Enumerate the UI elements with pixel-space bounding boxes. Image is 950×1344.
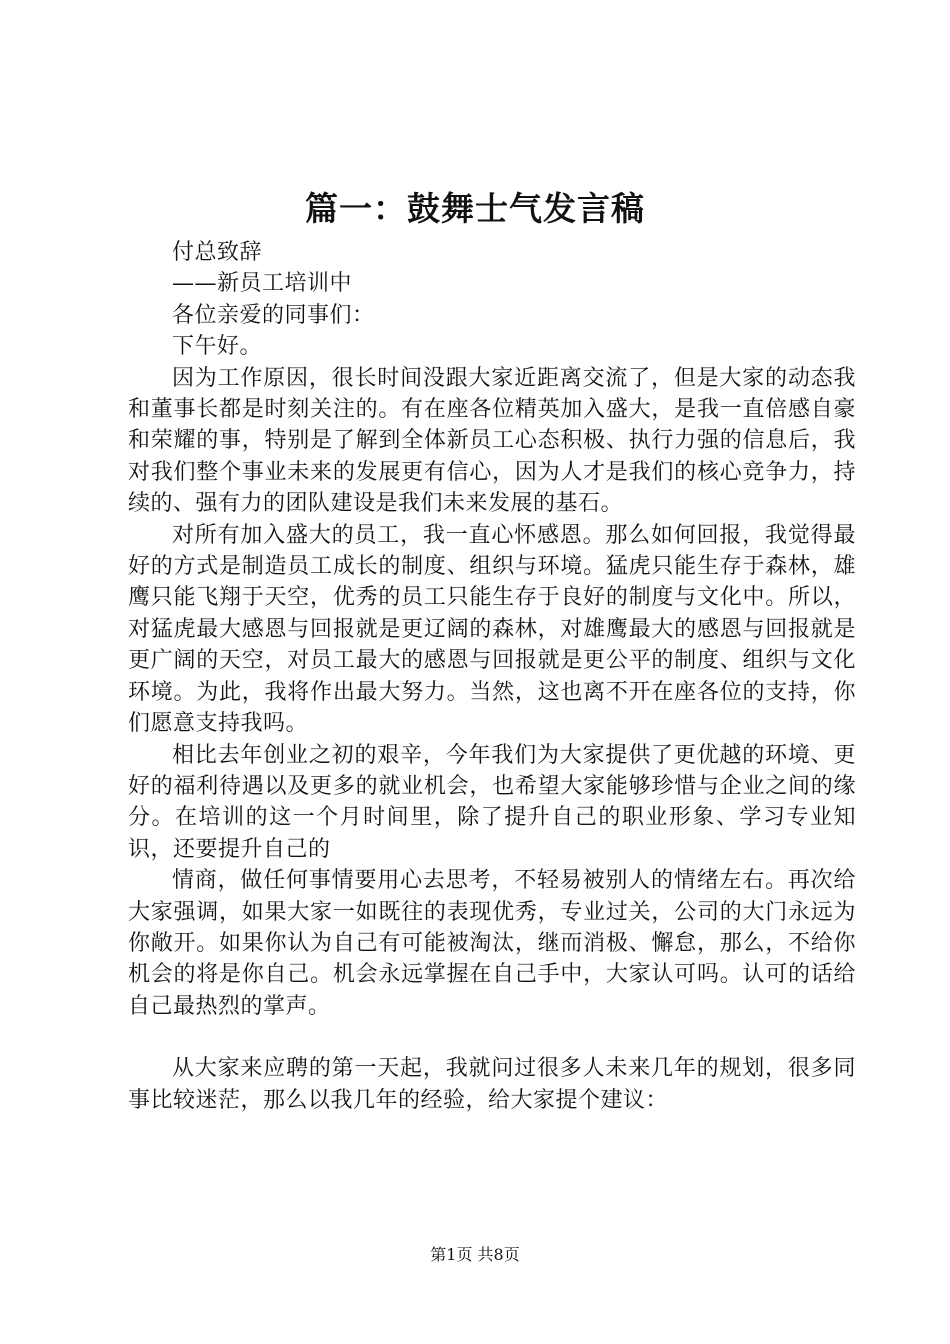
paragraph-body: 从大家来应聘的第一天起，我就问过很多人未来几年的规划，很多同事比较迷茫，那么以我几年的经验，给大家提个建议： [128,1056,856,1113]
paragraph-speaker: 付总致辞 [172,240,263,265]
paragraph-body: 对所有加入盛大的员工，我一直心怀感恩。那么如何回报，我觉得最好的方式是制造员工成长的制度、组织与环境。猛虎只能生存于森林，雄鹰只能飞翔于天空，优秀的员工只能生存于良好的制度与文化中。所以，对猛虎最大感恩与回报就是更辽阔的森林，对雄鹰最大的感恩与回报就是更广阔的天空，对员工最大的感恩与回报就是更公平的制度、组织与文化环境。为此，我将作出最大努力。当然，这也离不开在座各位的支持，你们愿意支持我吗。 [128,522,856,737]
document-body [128,237,856,1116]
paragraph-occasion: ——新员工培训中 [172,271,353,297]
paragraph-body: 相比去年创业之初的艰辛，今年我们为大家提供了更优越的环境、更好的福利待遇以及更多的就业机会，也希望大家能够珍惜与企业之间的缘分。在培训的这一个月时间里，除了提升自己的职业形象、学习专业知识，还要提升自己的 [128,742,856,862]
document-title: 篇一：鼓舞士气发言稿 [305,189,645,228]
paragraph-greeting: 下午好。 [172,334,263,360]
paragraph-body: 因为工作原因，很长时间没跟大家近距离交流了，但是大家的动态我和董事长都是时刻关注的。有在座各位精英加入盛大，是我一直倍感自豪和荣耀的事，特别是了解到全体新员工心态积极、执行力强的信息后，我对我们整个事业未来的发展更有信心，因为人才是我们的核心竞争力，持续的、强有力的团队建设是我们未来发展的基石。 [128,365,856,517]
paragraph-salutation: 各位亲爱的同事们： [172,302,375,328]
page-number-footer: 第1页 共8页 [430,1245,520,1264]
paragraph-body: 情商，做任何事情要用心去思考，不轻易被别人的情绪左右。再次给大家强调，如果大家一如既往的表现优秀，专业过关，公司的大门永远为你敞开。如果你认为自己有可能被淘汰，继而消极、懈怠，那么，不给你机会的将是你自己。机会永远掌握在自己手中，大家认可吗。认可的话给自己最热烈的掌声。 [128,868,856,1019]
